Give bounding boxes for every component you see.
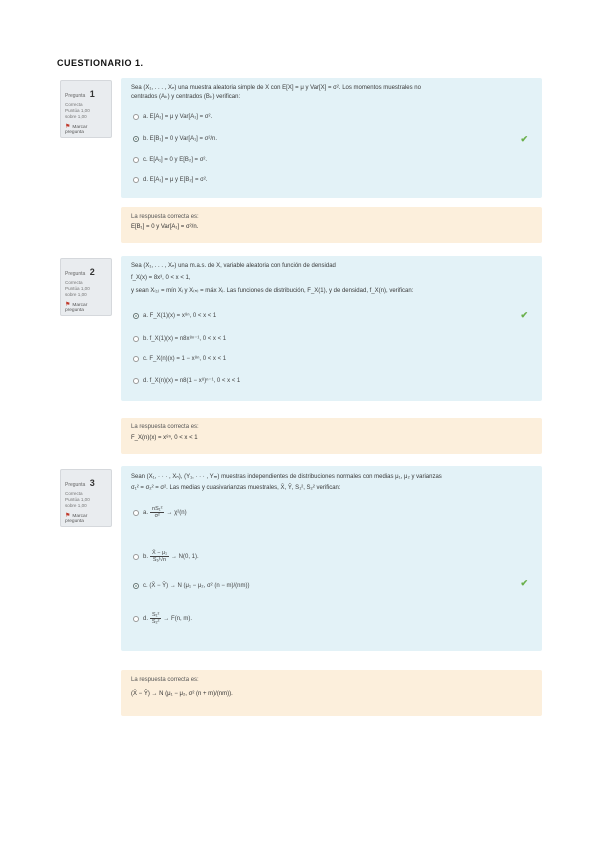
question-text: Sea (X₁, . . . , Xₙ) una muestra aleatoria simple de X con E[X] = μ y Var[X] = σ². Los momentos muestrales no (131, 85, 421, 91)
option-prefix: d. (143, 615, 149, 622)
question-box-3 (121, 466, 542, 651)
option-d[interactable] (133, 377, 240, 384)
answer-label: La respuesta correcta es: (131, 214, 199, 220)
answer-box-1 (121, 207, 542, 243)
check-icon: ✔ (520, 310, 528, 320)
question-number: 3 (89, 478, 95, 488)
page-title: CUESTIONARIO 1. (57, 58, 144, 68)
radio-button[interactable] (133, 554, 139, 560)
flag-icon: ⚑ (65, 302, 71, 308)
fraction (150, 550, 169, 563)
option-a[interactable] (133, 114, 212, 120)
flag-icon: ⚑ (65, 124, 71, 130)
option-label: c. F_X(n)(x) = 1 − x⁸ⁿ, 0 < x < 1 (143, 356, 227, 362)
answer-box-3 (121, 670, 542, 716)
option-a[interactable] (133, 313, 216, 319)
option-label: (X̄ − Ȳ) → N (μ₁ − μ₂, σ² (n − m)/(nm)) (149, 583, 250, 589)
flag-question-button[interactable] (65, 301, 107, 313)
question-status: Correcta (65, 491, 83, 496)
question-score: Puntúa 1,00 (65, 286, 90, 291)
option-prefix: c. (143, 583, 148, 589)
answer-box-2 (121, 418, 542, 454)
question-number: 2 (89, 267, 95, 277)
option-label: b. f_X(1)(x) = n8x⁸ⁿ⁻¹, 0 < x < 1 (143, 336, 227, 342)
question-status: Correcta (65, 280, 83, 285)
flag-icon: ⚑ (65, 513, 71, 519)
radio-button[interactable] (133, 136, 139, 142)
answer-value: E[B₁] = 0 y Var[A₁] = σ²/n. (131, 224, 199, 230)
option-c[interactable] (133, 583, 250, 589)
flag-label: Marcar pregunta (65, 303, 88, 313)
question-status: Correcta (65, 102, 83, 107)
check-icon: ✔ (520, 578, 528, 588)
radio-button[interactable] (133, 313, 139, 319)
question-score: Puntúa 1,00 (65, 497, 90, 502)
question-info-2 (60, 258, 112, 316)
option-prefix: b. (143, 553, 149, 560)
question-box-2 (121, 256, 542, 401)
answer-label: La respuesta correcta es: (131, 677, 199, 683)
radio-button[interactable] (133, 378, 139, 384)
option-label: d. f_X(n)(x) = n8(1 − x⁸)ⁿ⁻¹, 0 < x < 1 (143, 378, 241, 384)
question-score-max: sobre 1,00 (65, 292, 87, 297)
option-label: d. E[A₁] = μ y E[B₂] = σ². (143, 177, 208, 183)
radio-button[interactable] (133, 510, 139, 516)
option-label: a. E[A₁] = μ y Var[A₁] = σ². (143, 114, 213, 120)
answer-value: F_X(n)(x) = x⁸ⁿ, 0 < x < 1 (131, 435, 198, 441)
radio-button[interactable] (133, 583, 139, 589)
question-info-3 (60, 469, 112, 527)
answer-label: La respuesta correcta es: (131, 424, 199, 430)
option-suffix: → χ²(n) (166, 509, 187, 516)
option-prefix: a. (143, 509, 149, 516)
radio-button[interactable] (133, 177, 139, 183)
question-text: Sean (X₁, · · · , Xₙ), (Y₁, · · · , Yₘ) muestras independientes de distribuciones normales con medias μ₁, μ₂ y varianzas (131, 474, 442, 480)
flag-question-button[interactable] (65, 512, 107, 524)
radio-button[interactable] (133, 616, 139, 622)
flag-label: Marcar pregunta (65, 125, 88, 135)
question-label: Pregunta (65, 271, 86, 277)
answer-value: (X̄ − Ȳ) → N (μ₁ − μ₂, σ² (n + m)/(nm)). (131, 691, 233, 697)
question-label: Pregunta (65, 93, 86, 99)
fraction-denominator: S₁/√n (152, 557, 167, 563)
question-label: Pregunta (65, 482, 86, 488)
radio-button[interactable] (133, 157, 139, 163)
option-label: a. F_X(1)(x) = x⁸ⁿ, 0 < x < 1 (143, 313, 217, 319)
option-suffix: → N(0, 1). (170, 553, 199, 560)
fraction (150, 506, 164, 519)
fraction-numerator: S₁² (152, 612, 160, 618)
option-c[interactable] (133, 356, 226, 362)
question-number: 1 (89, 89, 95, 99)
option-b[interactable] (133, 335, 226, 342)
option-label: c. E[A₁] = 0 y E[B₂] = σ². (143, 157, 208, 163)
question-info-1 (60, 80, 112, 138)
fraction-numerator: nS₁² (152, 506, 163, 512)
fraction-denominator: σ² (154, 513, 160, 519)
fraction-denominator: S₂² (151, 619, 160, 625)
question-text: centrados (Aₖ) y centrados (Bₖ) verifican: (131, 94, 241, 100)
option-d[interactable] (133, 612, 192, 625)
option-d[interactable] (133, 177, 208, 183)
option-suffix: → F(n, m). (163, 615, 193, 622)
question-text: y sean X₍₁₎ = mín Xᵢ y X₍ₙ₎ = máx Xᵢ. Las funciones de distribución, F_X(1), y de densidad, f_X(n), verifican: (131, 288, 414, 294)
radio-button[interactable] (133, 336, 139, 342)
fraction (150, 612, 161, 625)
option-b[interactable] (133, 550, 199, 563)
flag-label: Marcar pregunta (65, 514, 88, 524)
question-text: f_X(x) = 8x³, 0 < x < 1, (131, 275, 191, 281)
question-score-max: sobre 1,00 (65, 503, 87, 508)
fraction-numerator: X̄ − μ₁ (152, 550, 167, 556)
option-label: b. E[B₁] = 0 y Var[A₁] = σ²/n. (143, 136, 218, 142)
option-a[interactable] (133, 506, 187, 519)
flag-question-button[interactable] (65, 123, 107, 135)
question-box-1 (121, 78, 542, 198)
check-icon: ✔ (520, 134, 528, 144)
question-score: Puntúa 1,00 (65, 108, 90, 113)
question-text: σ₁² = σ₂² = σ². Las medias y cuasivarianzas muestrales, X̄, Ȳ, S₁², S₂² verifican: (131, 485, 341, 491)
option-c[interactable] (133, 157, 207, 163)
radio-button[interactable] (133, 356, 139, 362)
option-b[interactable] (133, 136, 217, 142)
question-text: Sea (X₁, . . . , Xₙ) una m.a.s. de X, variable aleatoria con función de densidad (131, 263, 336, 269)
question-score-max: sobre 1,00 (65, 114, 87, 119)
radio-button[interactable] (133, 114, 139, 120)
